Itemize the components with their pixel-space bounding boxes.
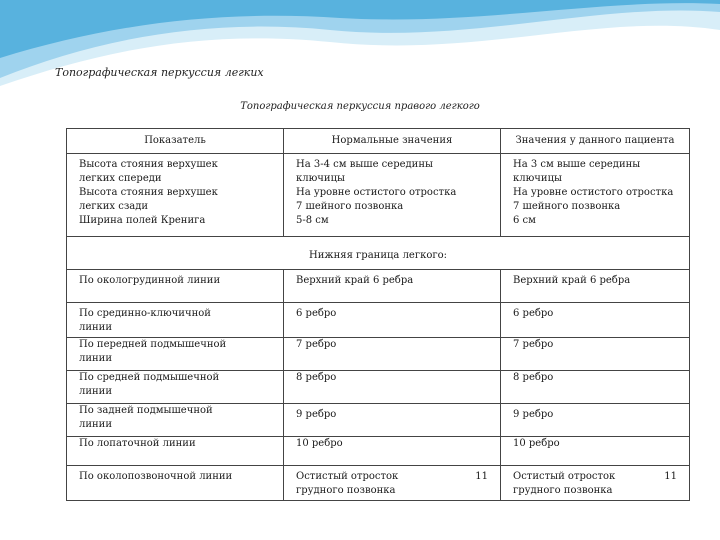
table-title: Топографическая перкуссия правого легкого bbox=[240, 101, 480, 112]
patient-cell: На 3 см выше середины ключицы На уровне остистого отростка 7 шейного позвонка 6 см bbox=[501, 154, 690, 237]
section-row bbox=[67, 237, 690, 270]
table-row: По лопаточной линии 10 ребро 10 ребро bbox=[67, 437, 690, 466]
header-row bbox=[67, 129, 690, 154]
top-block-row bbox=[67, 154, 690, 237]
table-row: По средней подмышечной линии 8 ребро 8 ребро bbox=[67, 371, 690, 404]
header-indicator: Показатель bbox=[67, 129, 284, 154]
percussion-table bbox=[66, 128, 690, 501]
header-normal: Нормальные значения bbox=[284, 129, 501, 154]
header-patient: Значения у данного пациента bbox=[501, 129, 690, 154]
table-row-last: По околопозвоночной линии Остистый отросток 11 грудного позвонка Остистый отросток 11 грудного позвонка bbox=[67, 466, 690, 501]
table-row: По окологрудинной линии Верхний край 6 ребра Верхний край 6 ребра bbox=[67, 270, 690, 303]
table-row: По передней подмышечной линии 7 ребро 7 ребро bbox=[67, 338, 690, 371]
slide-title: Топографическая перкуссия легких bbox=[55, 66, 264, 79]
table-row: По задней подмышечной линии 9 ребро 9 ребро bbox=[67, 404, 690, 437]
normal-cell: На 3-4 см выше середины ключицы На уровне остистого отростка 7 шейного позвонка 5-8 см bbox=[284, 154, 501, 237]
table-row: По срединно-ключичной линии 6 ребро 6 ребро bbox=[67, 303, 690, 338]
section-label: Нижняя граница легкого: bbox=[67, 237, 690, 270]
indicator-cell: Высота стояния верхушек легких спереди Высота стояния верхушек легких сзади Ширина полей Кренига bbox=[67, 154, 284, 237]
